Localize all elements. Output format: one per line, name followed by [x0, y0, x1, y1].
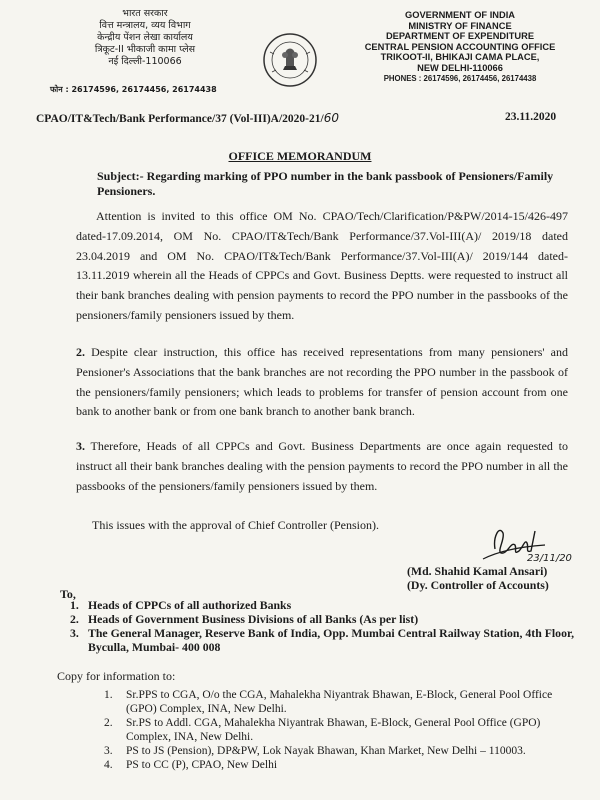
- english-line: TRIKOOT-II, BHIKAJI CAMA PLACE,: [380, 52, 540, 62]
- memo-date: 23.11.2020: [505, 111, 557, 123]
- hindi-line: त्रिकूट-II भीकाजी कामा प्लेस: [94, 44, 196, 55]
- english-line: DEPARTMENT OF EXPENDITURE: [385, 31, 535, 41]
- signatory-designation: (Dy. Controller of Accounts): [407, 577, 549, 592]
- list-item: 4. PS to CC (P), CPAO, New Delhi: [104, 759, 278, 771]
- hindi-line: नई दिल्ली-110066: [108, 56, 182, 67]
- paragraph-number: 3.: [76, 439, 85, 453]
- english-line: CENTRAL PENSION ACCOUNTING OFFICE: [364, 41, 556, 52]
- addressee-label: To,: [60, 587, 76, 601]
- reference-number: [36, 111, 339, 125]
- list-item: 3. The General Manager, Reserve Bank of India, Opp. Mumbai Central Railway Station, 4th Floor, Byculla, Mumbai- 400 008: [70, 626, 575, 654]
- signatory-name: (Md. Shahid Kamal Ansari): [407, 564, 548, 578]
- paragraph-2: [76, 343, 568, 422]
- hindi-line: वित्त मन्त्रालय, व्यय विभाग: [99, 20, 191, 31]
- paragraph-2-text: Despite clear instruction, this office has received representations from many pensioners' and Pensioner's Associations that the bank branches are not recording the PPO number in the passbook of the pensioners/family pensioners; which leads to problems for transfer of pension account from one bank to another bank or from one bank branch to another bank branch.: [76, 345, 569, 419]
- signatory: [407, 565, 549, 592]
- list-item: 1. Heads of CPPCs of all authorized Banks: [70, 598, 292, 612]
- english-line: GOVERNMENT OF INDIA: [404, 10, 515, 20]
- memo-title-text: OFFICE MEMORANDUM: [228, 149, 372, 163]
- signature-date: 23/11/20: [527, 553, 572, 564]
- paragraph-3: [76, 437, 568, 496]
- reference-handwritten: 60: [323, 111, 339, 125]
- list-item: 3. PS to JS (Pension), DP&PW, Lok Nayak Bhawan, Khan Market, New Delhi – 110003.: [104, 745, 526, 757]
- hindi-phones: फोन : 26174596, 26174456, 26174438: [50, 85, 217, 94]
- english-line: NEW DELHI-110066: [417, 62, 503, 73]
- hindi-line: भारत सरकार: [122, 8, 168, 19]
- memo-title: [0, 149, 600, 164]
- memo-subject: Subject:- Regarding marking of PPO number in the bank passbook of Pensioners/Family Pensioners.: [97, 169, 554, 198]
- list-item: 1. Sr.PPS to CGA, O/o the CGA, Mahalekha Niyantrak Bhawan, E-Block, General Pool Office (GPO) Complex, INA, New Delhi.: [104, 689, 553, 715]
- approval-note: This issues with the approval of Chief Controller (Pension).: [92, 518, 379, 532]
- addressee-list: [70, 598, 580, 654]
- paragraph-number: 2.: [76, 345, 85, 359]
- list-item: 2. Sr.PS to Addl. CGA, Mahalekha Niyantrak Bhawan, E-Block, General Pool Office (GPO) Complex, INA, New Delhi.: [104, 717, 541, 743]
- reference-text: CPAO/IT&Tech/Bank Performance/37 (Vol-III)A/2020-21/: [36, 113, 324, 125]
- hindi-line: केन्द्रीय पेंशन लेखा कार्यालय: [97, 32, 193, 43]
- english-phones: PHONES : 26174596, 26174456, 26174438: [383, 74, 537, 83]
- letterhead-english: [345, 10, 575, 85]
- letterhead-hindi: [50, 8, 240, 94]
- english-line: MINISTRY OF FINANCE: [408, 20, 512, 31]
- list-item: 2. Heads of Government Business Divisions of all Banks (As per list): [70, 612, 419, 626]
- copy-list: [104, 688, 574, 772]
- paragraph-3-text: Therefore, Heads of all CPPCs and Govt. Business Departments are once again requested to instruct all their bank branches dealing with the pension payments to record the PPO number in all the passbooks of the pensioners/family pensioners issued by them.: [76, 439, 568, 493]
- paragraph-1: Attention is invited to this office OM No. CPAO/Tech/Clarification/P&PW/2014-15/426-497 dated-17.09.2014, OM No. CPAO/IT&Tech/Bank Performance/37.Vol-III(A)/ 2019/18 dated 23.04.2019 and OM No. CPAO/IT&Tech/Bank Performance/37.Vol-III(A)/ 2019/144 dated-13.11.2019 wherein all the Heads of CPPCs and Govt. Business Deptts. were requested to instruct all their bank branches dealing with pension payments to record the PPO number in the passbooks of the pensioners/family pensioners issued by them.: [76, 209, 568, 322]
- cpao-emblem-icon: [262, 32, 318, 90]
- copy-label: Copy for information to:: [57, 669, 176, 683]
